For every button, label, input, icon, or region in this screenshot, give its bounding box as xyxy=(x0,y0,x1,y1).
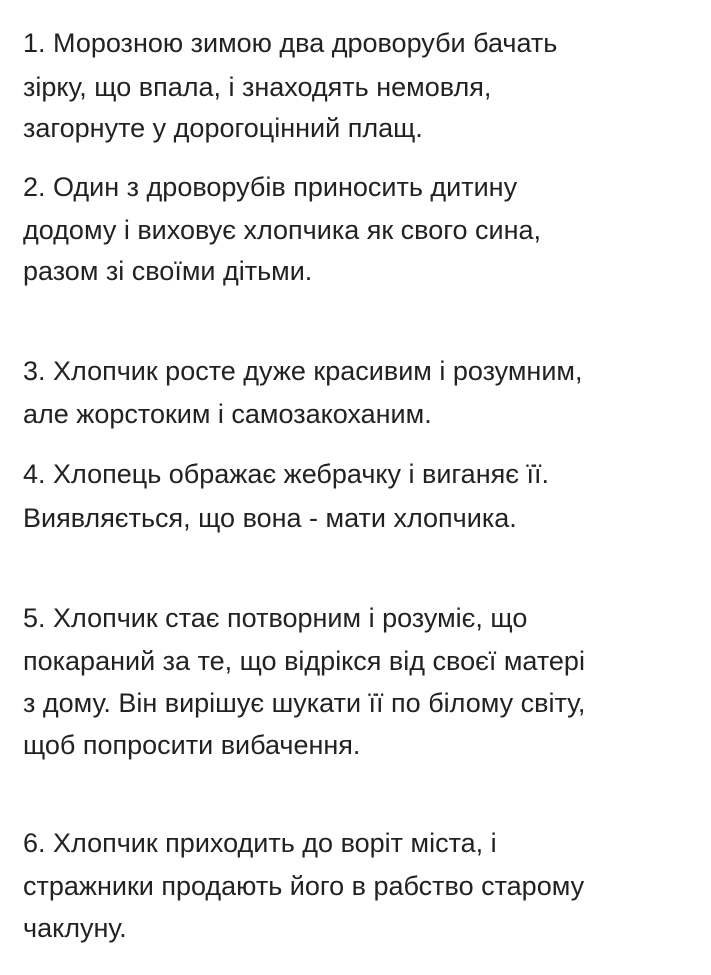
paragraph-1-line-1: 1. Морозною зимою два дроворуби бачать xyxy=(23,28,558,58)
paragraph-3-line-1: 3. Хлопчик росте дуже красивим і розумним, xyxy=(23,356,583,386)
paragraph-5-line-4: щоб попросити вибачення. xyxy=(23,730,361,760)
paragraph-5-line-2: покараний за те, що відрікся від своєї матері xyxy=(23,646,585,676)
paragraph-5-line-1: 5. Хлопчик стає потворним і розуміє, що xyxy=(23,603,528,633)
paragraph-5-line-3: з дому. Він вирішує шукати її по білому світу, xyxy=(23,688,586,718)
paragraph-1-line-2: зірку, що впала, і знаходять немовля, xyxy=(23,72,492,102)
paragraph-4-line-1: 4. Хлопець ображає жебрачку і виганяє її. xyxy=(23,459,550,489)
paragraph-3-line-2: але жорстоким і самозакоханим. xyxy=(23,399,432,429)
paragraph-4-line-2: Виявляється, що вона - мати хлопчика. xyxy=(23,503,517,533)
paragraph-6-line-1: 6. Хлопчик приходить до воріт міста, і xyxy=(23,828,497,858)
paragraph-1-line-3: загорнуте у дорогоцінний плащ. xyxy=(23,113,423,143)
paragraph-6-line-3: чаклуну. xyxy=(23,913,127,943)
paragraph-2-line-1: 2. Один з дроворубів приносить дитину xyxy=(23,172,518,202)
paragraph-2-line-2: додому і виховує хлопчика як свого сина, xyxy=(23,215,542,245)
paragraph-2-line-3: разом зі своїми дітьми. xyxy=(23,256,313,286)
paragraph-6-line-2: стражники продають його в рабство старому xyxy=(23,871,585,901)
